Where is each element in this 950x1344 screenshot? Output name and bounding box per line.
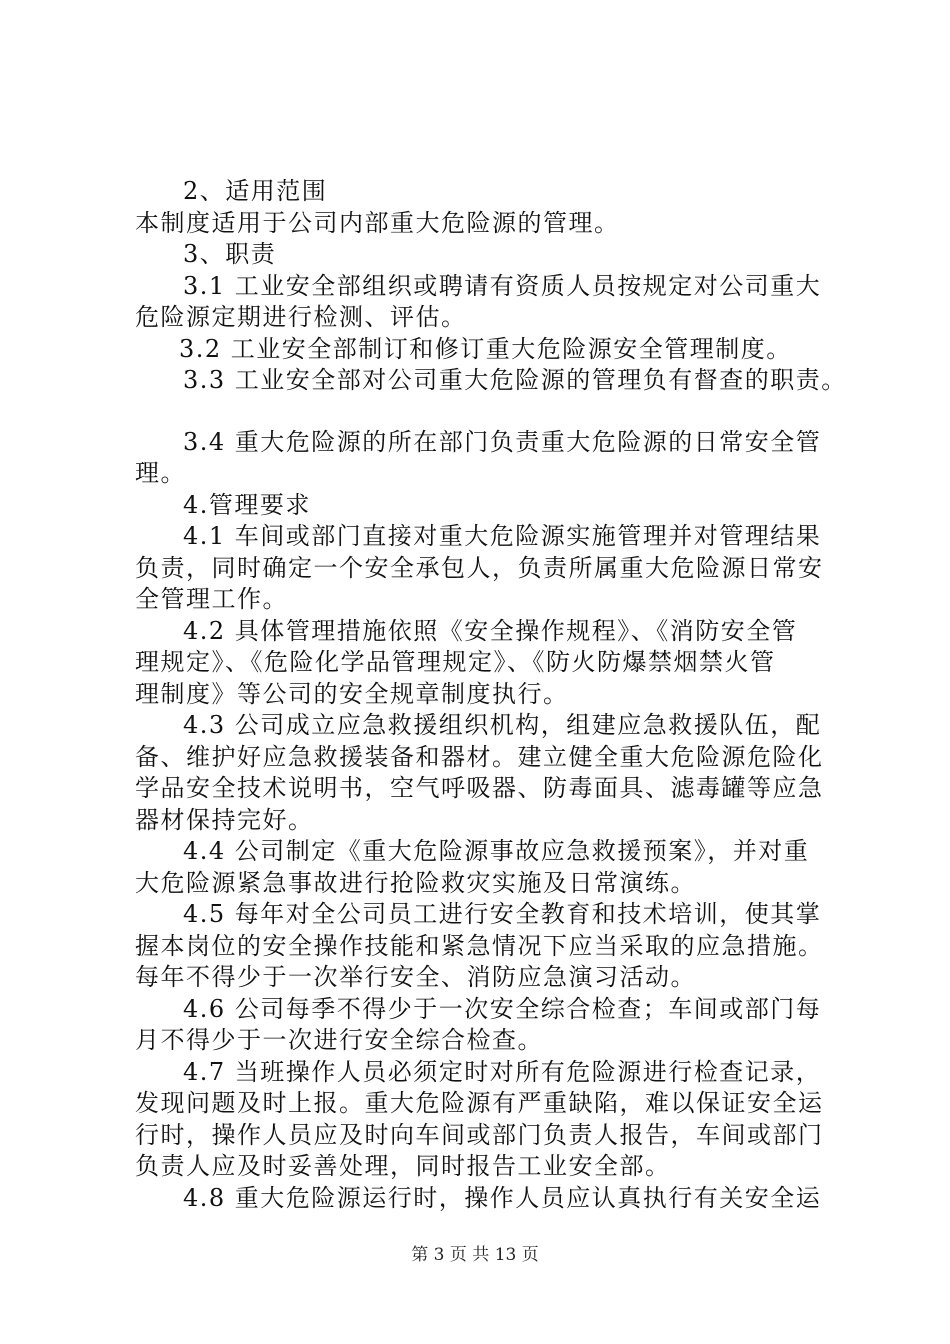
text-line: 理。 [135, 459, 186, 487]
text-line: 3.3 工业安全部对公司重大危险源的管理负有督查的职责。 [183, 366, 847, 394]
text-line: 理规定》、《危险化学品管理规定》、《防火防爆禁烟禁火管 [135, 648, 776, 676]
text-line: 学品安全技术说明书，空气呼吸器、防毒面具、滤毒罐等应急 [135, 774, 824, 802]
text-line: 3.1 工业安全部组织或聘请有资质人员按规定对公司重大 [183, 271, 822, 300]
text-line: 发现问题及时上报。重大危险源有严重缺陷，难以保证安全运 [135, 1089, 824, 1117]
text-line: 4.5 每年对全公司员工进行安全教育和技术培训，使其掌 [183, 900, 822, 928]
text-line: 握本岗位的安全操作技能和紧急情况下应当采取的应急措施。 [135, 931, 824, 960]
paragraph [135, 710, 835, 836]
text-line: 负责，同时确定一个安全承包人，负责所属重大危险源日常安 [135, 553, 824, 582]
paragraph [135, 899, 835, 994]
paragraph [135, 994, 835, 1057]
text-line: 行时，操作人员应及时向车间或部门负责人报告，车间或部门 [135, 1120, 824, 1149]
paragraph [135, 239, 835, 271]
paragraph [135, 176, 835, 208]
text-line: 负责人应及时妥善处理，同时报告工业安全部。 [135, 1152, 671, 1180]
text-line: 3.2 工业安全部制订和修订重大危险源安全管理制度。 [179, 334, 792, 363]
text-line: 月不得少于一次进行安全综合检查。 [135, 1026, 543, 1054]
text-line: 4.8 重大危险源运行时，操作人员应认真执行有关安全运 [183, 1183, 822, 1212]
paragraph [135, 208, 835, 240]
text-line: 4.4 公司制定《重大危险源事故应急救援预案》，并对重 [183, 837, 810, 865]
text-line: 每年不得少于一次举行安全、消防应急演习活动。 [135, 963, 696, 991]
paragraph [135, 836, 835, 899]
paragraph [135, 271, 835, 334]
text-line: 大危险源紧急事故进行抢险救灾实施及日常演练。 [135, 868, 696, 897]
paragraph [135, 616, 835, 711]
text-line: 器材保持完好。 [135, 805, 314, 834]
text-line: 备、维护好应急救援装备和器材。建立健全重大危险源危险化 [135, 742, 824, 771]
paragraph [135, 427, 835, 490]
text-line: 4.3 公司成立应急救援组织机构，组建应急救援队伍，配 [183, 711, 822, 739]
text-line: 3、职责 [183, 240, 277, 268]
paragraph [135, 1183, 835, 1215]
text-line: 4.1 车间或部门直接对重大危险源实施管理并对管理结果 [183, 522, 822, 550]
text-line: 3.4 重大危险源的所在部门负责重大危险源的日常安全管 [183, 427, 822, 456]
document-body [135, 176, 847, 1214]
paragraph [135, 490, 835, 522]
text-line: 4.2 具体管理措施依照《安全操作规程》、《消防安全管 [183, 616, 798, 645]
paragraph [135, 365, 847, 397]
paragraph [135, 334, 835, 366]
text-line: 2、适用范围 [183, 177, 328, 205]
text-line: 4.管理要求 [183, 490, 311, 519]
text-line: 危险源定期进行检测、评估。 [135, 303, 467, 331]
paragraph [135, 521, 835, 616]
page-footer: 第 3 页 共 13 页 [411, 1245, 539, 1265]
text-line: 4.6 公司每季不得少于一次安全综合检查；车间或部门每 [183, 994, 822, 1023]
text-line: 理制度》等公司的安全规章制度执行。 [135, 679, 569, 708]
text-line: 4.7 当班操作人员必须定时对所有危险源进行检查记录， [183, 1057, 822, 1086]
text-line: 全管理工作。 [135, 585, 288, 613]
paragraph [135, 1057, 835, 1183]
text-line: 本制度适用于公司内部重大危险源的管理。 [135, 208, 620, 237]
